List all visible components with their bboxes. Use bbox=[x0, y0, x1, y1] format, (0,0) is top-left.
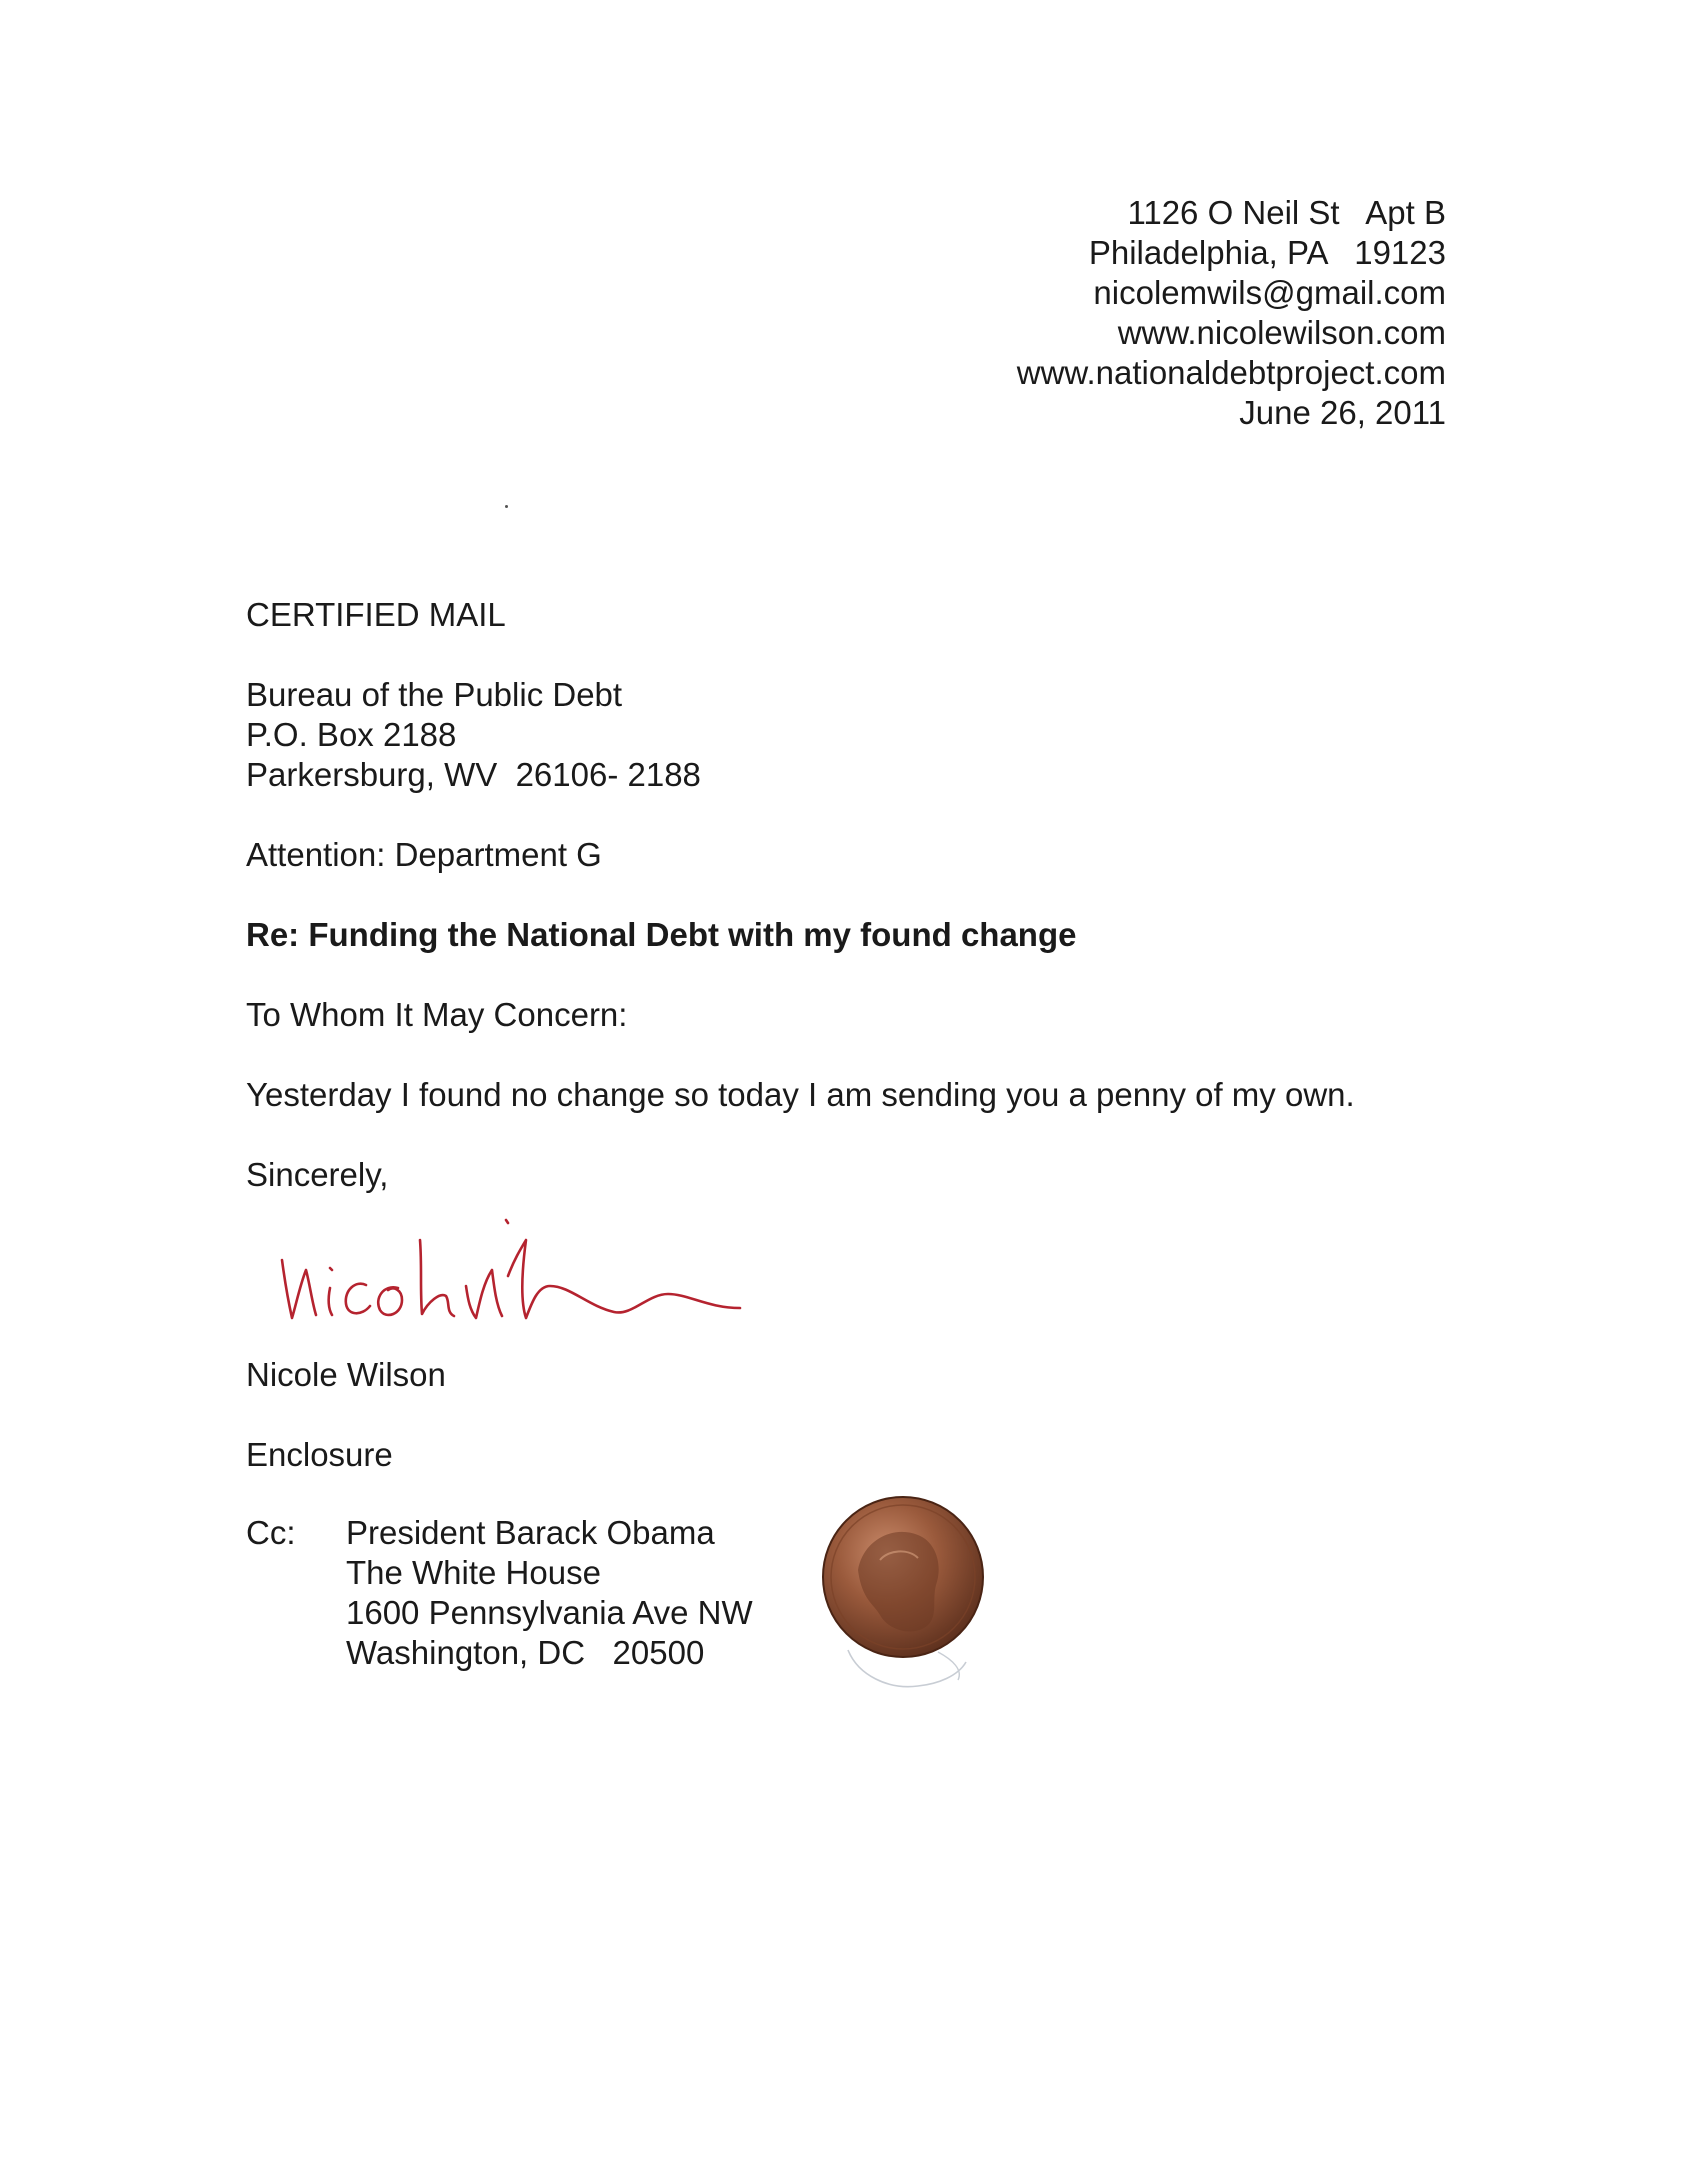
closing: Sincerely, bbox=[246, 1156, 389, 1193]
mail-type: CERTIFIED MAIL bbox=[246, 596, 506, 633]
cc-line-2: The White House bbox=[346, 1554, 601, 1591]
recipient-name: Bureau of the Public Debt bbox=[246, 676, 623, 713]
recipient-city-state-zip: Parkersburg, WV 26106- 2188 bbox=[246, 756, 701, 793]
sender-email: nicolemwils@gmail.com bbox=[1093, 274, 1446, 311]
sender-street: 1126 O Neil St Apt B bbox=[1127, 194, 1446, 231]
attention-line: Attention: Department G bbox=[246, 836, 602, 873]
cc-line-4: Washington, DC 20500 bbox=[346, 1634, 705, 1671]
cc-line-1: President Barack Obama bbox=[346, 1514, 715, 1551]
cc-label: Cc: bbox=[246, 1514, 296, 1551]
salutation: To Whom It May Concern: bbox=[246, 996, 628, 1033]
body-text: Yesterday I found no change so today I am sending you a penny of my own. bbox=[246, 1076, 1355, 1113]
sender-address-block bbox=[1017, 193, 1446, 433]
sender-project-website: www.nationaldebtproject.com bbox=[1016, 354, 1446, 391]
penny-coin bbox=[818, 1490, 988, 1710]
recipient-po-box: P.O. Box 2188 bbox=[246, 716, 457, 753]
sender-website: www.nicolewilson.com bbox=[1117, 314, 1446, 351]
sender-city: Philadelphia, PA 19123 bbox=[1088, 234, 1446, 271]
cc-line-3: 1600 Pennsylvania Ave NW bbox=[346, 1594, 753, 1631]
subject-line: Re: Funding the National Debt with my found change bbox=[246, 916, 1077, 953]
paper-speck bbox=[505, 505, 508, 508]
enclosure-note: Enclosure bbox=[246, 1436, 393, 1473]
handwritten-signature bbox=[270, 1190, 790, 1350]
signer-name: Nicole Wilson bbox=[246, 1356, 446, 1393]
letter-date: June 26, 2011 bbox=[1239, 394, 1446, 431]
cc-recipient bbox=[346, 1513, 826, 1673]
